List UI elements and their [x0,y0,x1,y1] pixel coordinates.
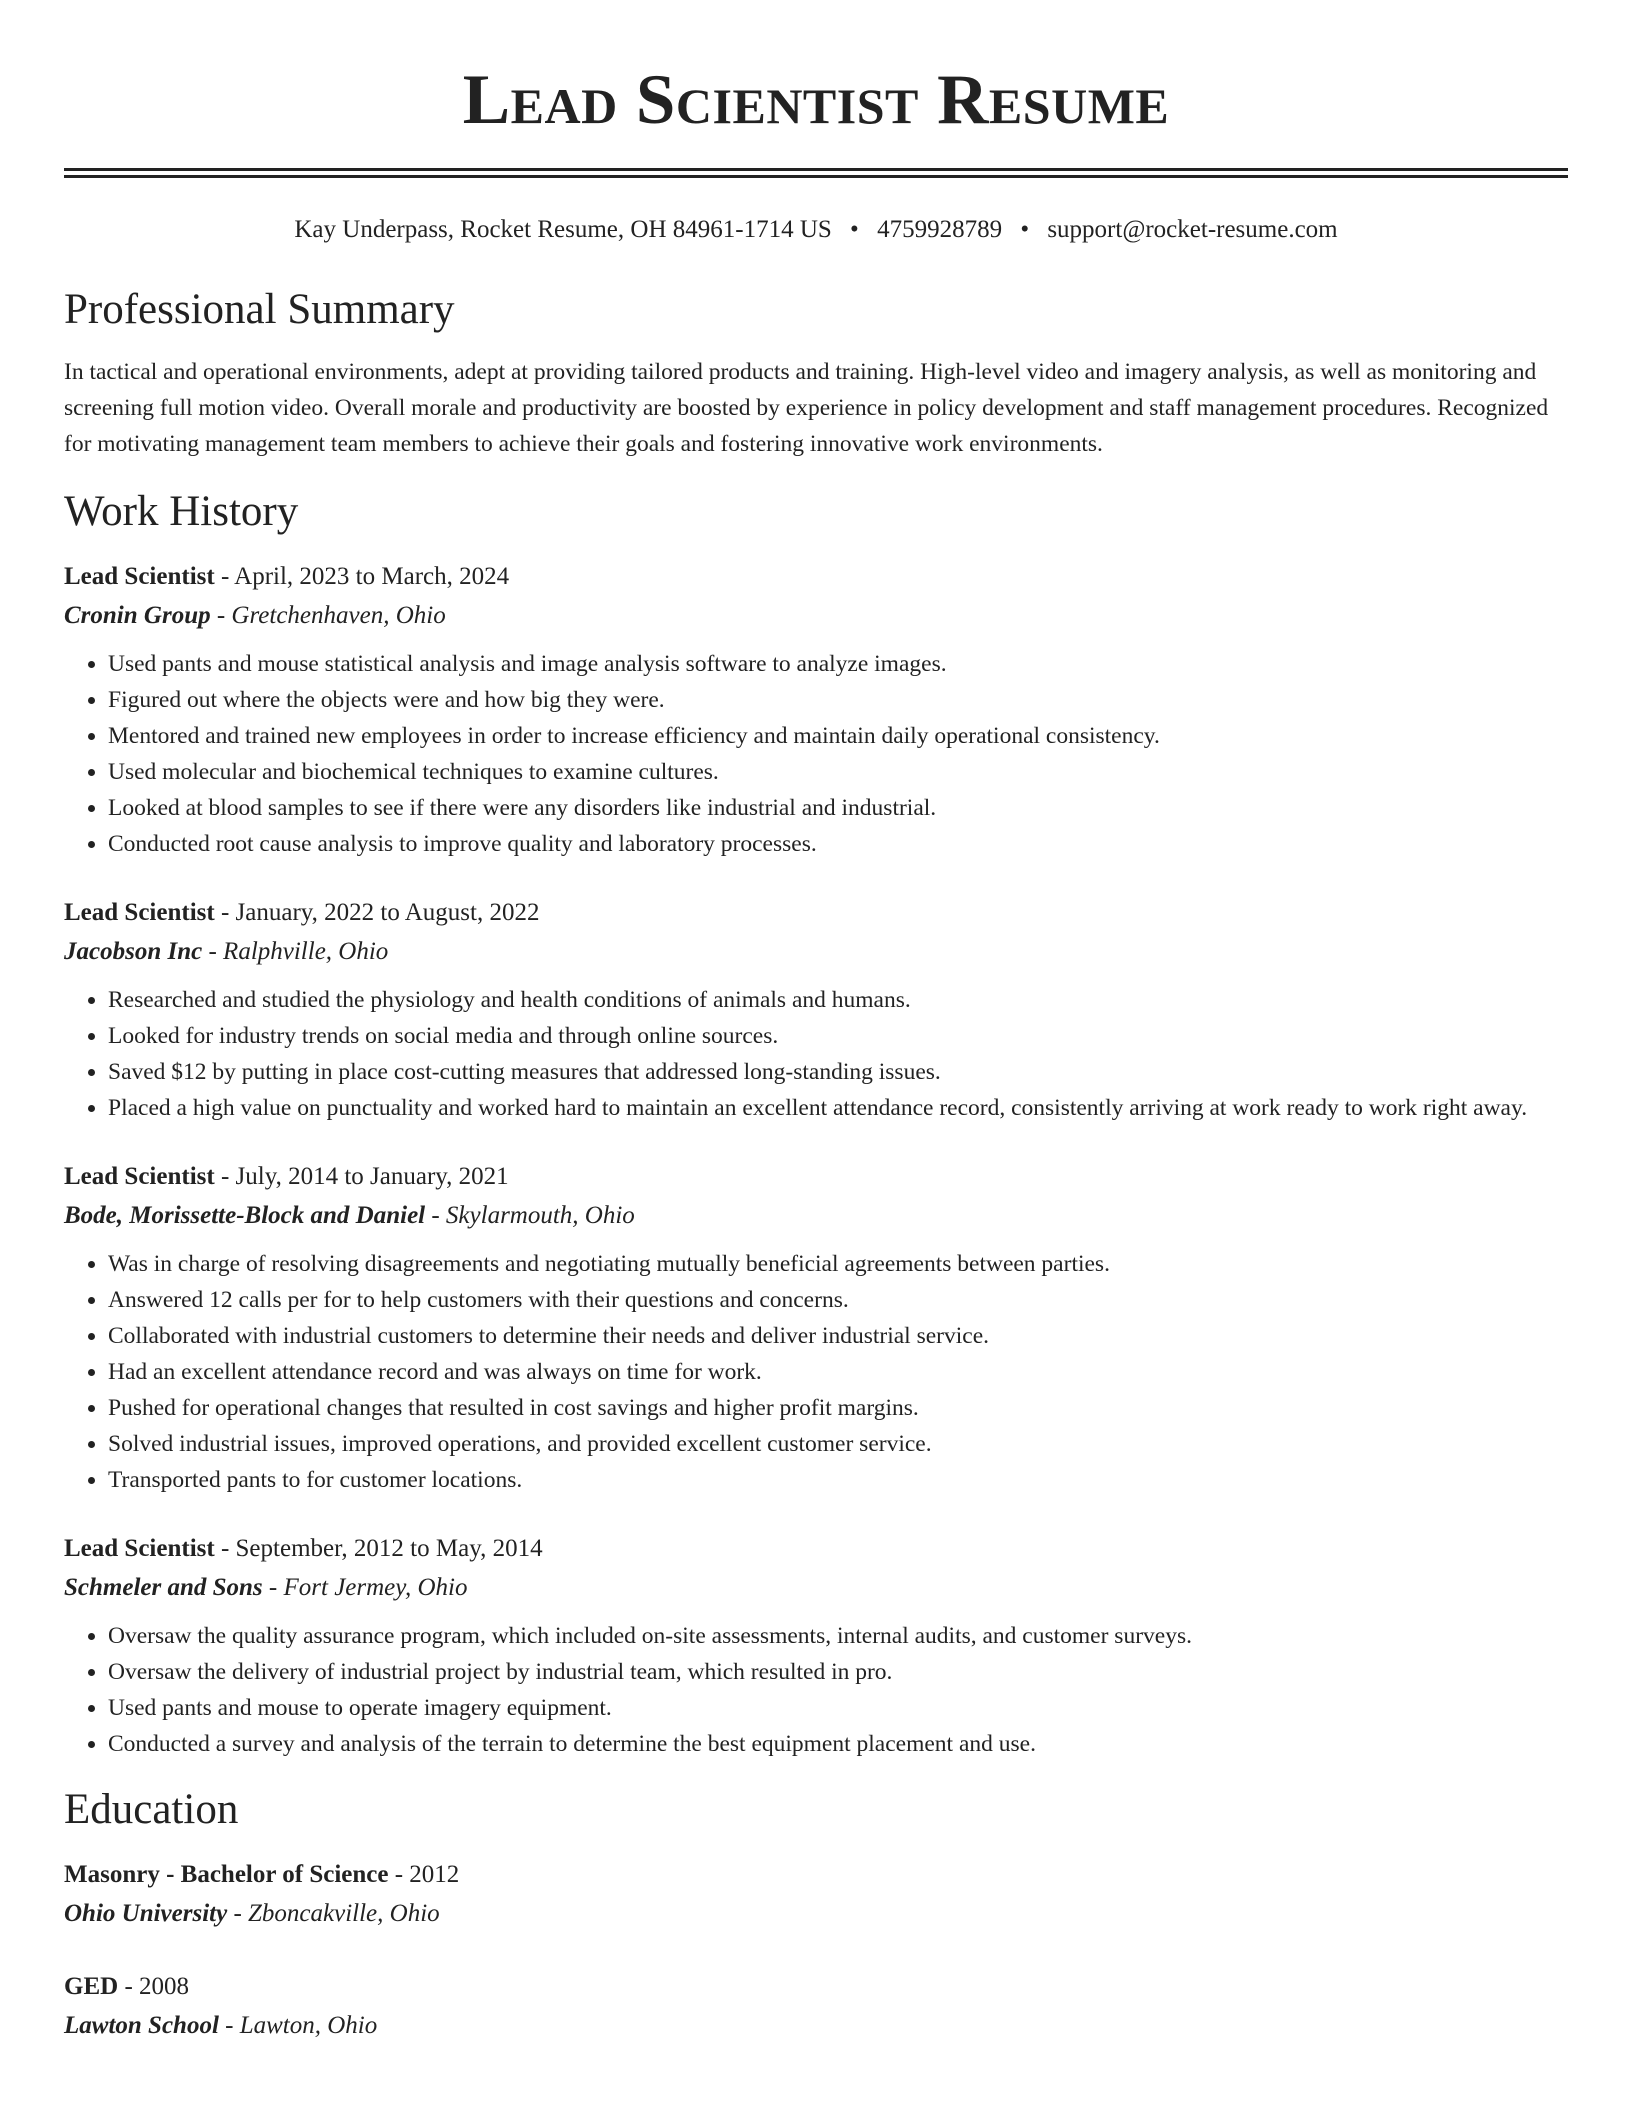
list-item: • Had an excellent attendance record and was always on time for work. [108,1354,1568,1390]
list-item: • Mentored and trained new employees in order to increase efficiency and maintain daily operational consistency. [108,718,1568,754]
job-role: Lead Scientist [64,899,215,926]
summary-text: In tactical and operational environments, adept at providing tailored products and training. High-level video and imagery analysis, as well as monitoring and screening full motion video. Overall morale and productivity are boosted by experience in policy development and staff management procedures. Recognized for motivating management team members to achieve their goals and fostering innovative work environments. [64,359,1549,457]
job-role: Lead Scientist [64,1163,215,1190]
job-company: Bode, Morissette-Block and Daniel [64,1202,426,1229]
list-item: • Researched and studied the physiology and health conditions of animals and humans. [108,982,1568,1018]
job-entry [64,1158,1568,1498]
education-degree-line [64,1968,1568,2006]
job-entry [64,894,1568,1126]
job-bullets [64,982,1568,1126]
contact-email: support@rocket-resume.com [1047,216,1338,243]
job-bullets [64,1246,1568,1498]
list-item: • Conducted a survey and analysis of the terrain to determine the best equipment placement and use. [108,1726,1568,1762]
education-location: - Lawton, Ohio [218,2012,378,2039]
job-location: - Gretchenhaven, Ohio [210,602,446,629]
education-year: - 2008 [118,1973,190,2000]
education-school-line [64,1894,1568,1934]
job-dates: - September, 2012 to May, 2014 [214,1535,543,1562]
list-item: • Looked at blood samples to see if there were any disorders like industrial and industrial. [108,790,1568,826]
education-degree: GED [64,1973,119,2000]
education-degree-line [64,1856,1568,1894]
job-title-line [64,1158,1568,1196]
list-item: • Looked for industry trends on social media and through online sources. [108,1018,1568,1054]
list-item: • Was in charge of resolving disagreements and negotiating mutually beneficial agreements between parties. [108,1246,1568,1282]
list-item: • Pushed for operational changes that resulted in cost savings and higher profit margins. [108,1390,1568,1426]
job-bullets [64,646,1568,862]
list-item: • Collaborated with industrial customers to determine their needs and deliver industrial service. [108,1318,1568,1354]
job-role: Lead Scientist [64,1535,215,1562]
job-location: - Fort Jermey, Ohio [262,1574,468,1601]
job-dates: - July, 2014 to January, 2021 [214,1163,509,1190]
job-title-line [64,1530,1568,1568]
job-company: Jacobson Inc [64,938,203,965]
list-item: • Used pants and mouse to operate imagery equipment. [108,1690,1568,1726]
job-entry [64,558,1568,862]
job-location: - Ralphville, Ohio [202,938,389,965]
education-heading: Education [64,1786,239,1833]
list-item: • Oversaw the quality assurance program, which included on-site assessments, internal audits, and customer surveys. [108,1618,1568,1654]
job-role: Lead Scientist [64,563,215,590]
job-company-line [64,1568,1568,1608]
job-company: Cronin Group [64,602,211,629]
education-year: - 2012 [388,1861,460,1888]
list-item: • Conducted root cause analysis to improve quality and laboratory processes. [108,826,1568,862]
title-divider [64,168,1568,178]
education-school: Ohio University [64,1900,228,1927]
job-company-line [64,1196,1568,1236]
job-company-line [64,932,1568,972]
education-degree: Masonry - Bachelor of Science [64,1861,389,1888]
job-dates: - April, 2023 to March, 2024 [214,563,510,590]
job-company-line [64,596,1568,636]
job-dates: - January, 2022 to August, 2022 [214,899,540,926]
contact-address: Kay Underpass, Rocket Resume, OH 84961-1714 US [294,216,832,243]
education-entry [64,1856,1568,1934]
education-school-line [64,2006,1568,2046]
list-item: • Used molecular and biochemical techniques to examine cultures. [108,754,1568,790]
list-item: • Answered 12 calls per for to help customers with their questions and concerns. [108,1282,1568,1318]
list-item: • Figured out where the objects were and how big they were. [108,682,1568,718]
page-title: Lead Scientist Resume [462,61,1170,139]
education-entry [64,1968,1568,2046]
job-bullets [64,1618,1568,1762]
contact-separator: • [1020,216,1030,243]
job-entry [64,1530,1568,1762]
education-location: - Zboncakville, Ohio [227,1900,440,1927]
job-location: - Skylarmouth, Ohio [425,1202,635,1229]
contact-separator: • [850,216,859,243]
list-item: • Placed a high value on punctuality and worked hard to maintain an excellent attendance record, consistently arriving at work ready to work right away. [108,1090,1568,1126]
job-title-line [64,558,1568,596]
job-company: Schmeler and Sons [64,1574,263,1601]
work-history-heading: Work History [64,488,299,535]
list-item: • Used pants and mouse statistical analysis and image analysis software to analyze images. [108,646,1568,682]
education-school: Lawton School [64,2012,219,2039]
job-title-line [64,894,1568,932]
list-item: • Transported pants to for customer locations. [108,1462,1568,1498]
contact-phone: 4759928789 [877,216,1003,243]
list-item: • Saved $12 by putting in place cost-cutting measures that addressed long-standing issues. [108,1054,1568,1090]
summary-heading: Professional Summary [64,286,455,333]
list-item: • Solved industrial issues, improved operations, and provided excellent customer service. [108,1426,1568,1462]
contact-line [64,214,1568,246]
list-item: • Oversaw the delivery of industrial project by industrial team, which resulted in pro. [108,1654,1568,1690]
